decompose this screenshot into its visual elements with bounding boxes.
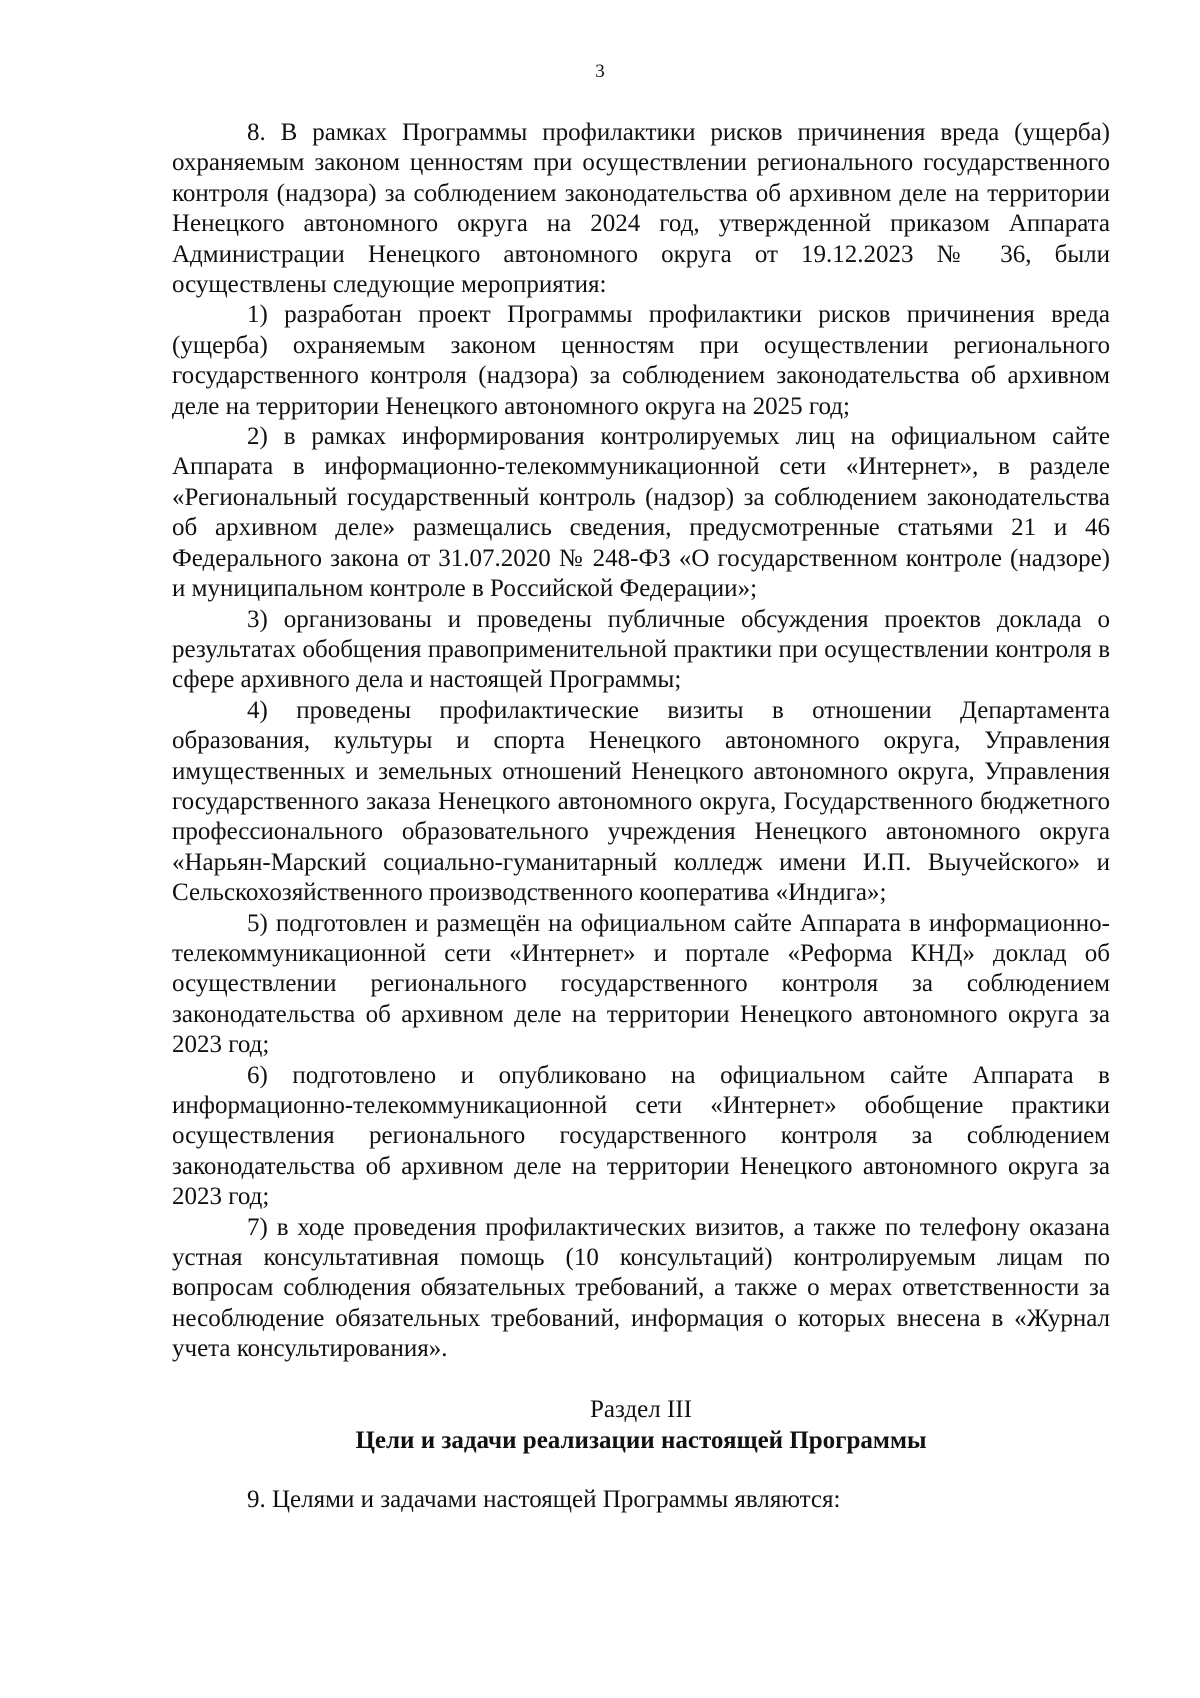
paragraph-9: 9. Целями и задачами настоящей Программы являются: (247, 1486, 841, 1514)
document-body (172, 118, 1110, 1515)
section-label: Раздел III (590, 1395, 692, 1423)
list-item-1: 1) разработан проект Программы профилактики рисков причинения вреда (ущерба) охраняемым законом ценностям при осуществлении регионального государственного контроля (надзора) за соблюдением законодательства об архивном деле на территории Ненецкого автономного округа на 2025 год; (172, 301, 1110, 420)
page-number: 3 (595, 61, 605, 82)
list-item-3: 3) организованы и проведены публичные обсуждения проектов доклада о результатах обобщения правоприменительной практики при осуществлении контроля в сфере архивного дела и настоящей Программы; (172, 605, 1110, 694)
list-item-6: 6) подготовлено и опубликовано на официальном сайте Аппарата в информационно-телекоммуникационной сети «Интернет» обобщение практики осуществления регионального государственного контроля за соблюдением законодательства об архивном деле на территории Ненецкого автономного округа за 2023 год; (172, 1061, 1110, 1211)
list-item-4: 4) проведены профилактические визиты в отношении Департамента образования, культуры и спорта Ненецкого автономного округа, Управления имущественных и земельных отношений Ненецкого автономного округа, Управления государственного заказа Ненецкого автономного округа, Государственного бюджетного профессионального образовательного учреждения Ненецкого автономного округа «Нарьян-Марский социально-гуманитарный колледж имени И.П. Выучейского» и Сельскохозяйственного производственного кооператива «Индига»; (172, 696, 1110, 907)
section-title: Цели и задачи реализации настоящей Программы (355, 1427, 927, 1455)
paragraph-8: 8. В рамках Программы профилактики рисков причинения вреда (ущерба) охраняемым законом ценностям при осуществлении регионального государственного контроля (надзора) за соблюдением законодательства об архивном деле на территории Ненецкого автономного округа на 2024 год, утвержденной приказом Аппарата Администрации Ненецкого автономного округа от 19.12.2023 № 36, были осуществлены следующие мероприятия: (172, 119, 1110, 299)
list-item-5: 5) подготовлен и размещён на официальном сайте Аппарата в информационно-телекоммуникационной сети «Интернет» и портале «Реформа КНД» доклад об осуществлении регионального государственного контроля за соблюдением законодательства об архивном деле на территории Ненецкого автономного округа за 2023 год; (172, 909, 1110, 1059)
section-heading (172, 1395, 1110, 1457)
list-item-2: 2) в рамках информирования контролируемых лиц на официальном сайте Аппарата в информационно-телекоммуникационной сети «Интернет», в разделе «Региональный государственный контроль (надзор) за соблюдением законодательства об архивном деле» размещались сведения, предусмотренные статьями 21 и 46 Федерального закона от 31.07.2020 № 248-ФЗ «О государственном контроле (надзоре) и муниципальном контроле в Российской Федерации»; (172, 423, 1110, 603)
list-item-7: 7) в ходе проведения профилактических визитов, а также по телефону оказана устная консультативная помощь (10 консультаций) контролируемым лицам по вопросам соблюдения обязательных требований, а также о мерах ответственности за несоблюдение обязательных требований, информация о которых внесена в «Журнал учета консультирования». (172, 1213, 1110, 1363)
